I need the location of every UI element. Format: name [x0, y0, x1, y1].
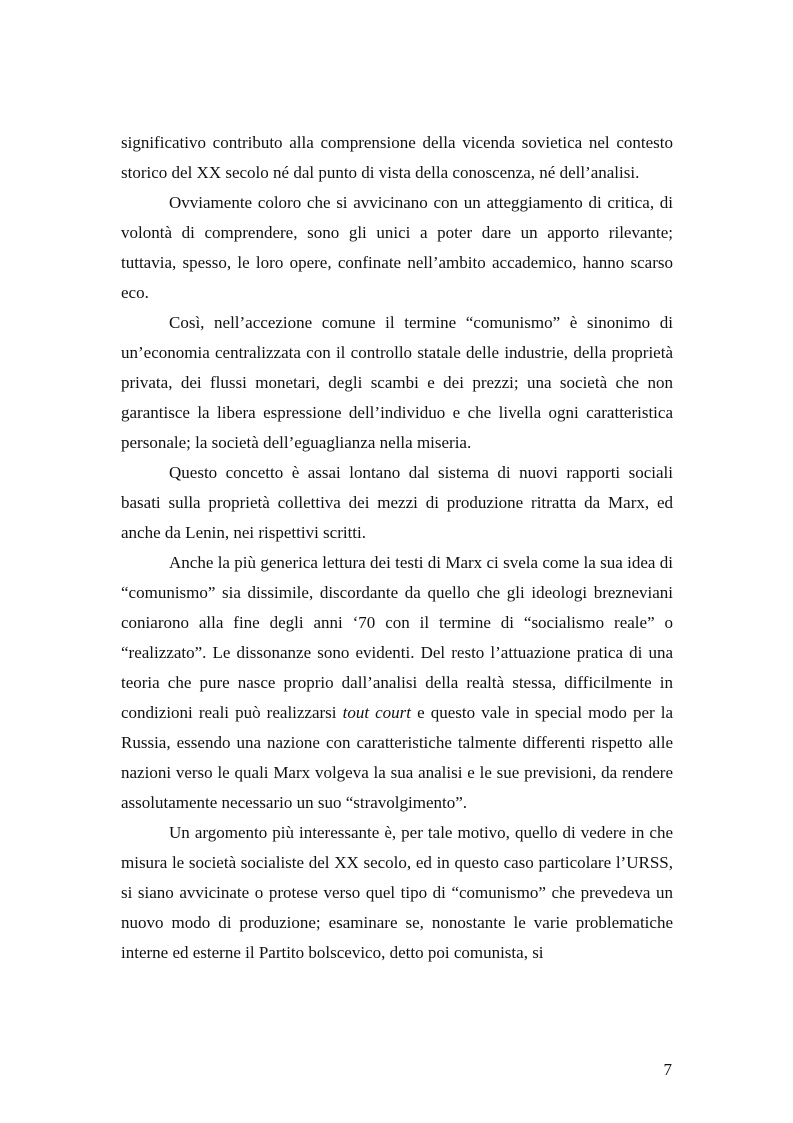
paragraph-continued: significativo contributo alla comprensione della vicenda sovietica nel contesto storico del XX secolo né dal punto di vista della conoscenza, né dell’analisi.	[121, 133, 673, 182]
paragraph-text-part: e questo vale in special modo per la Russia, essendo una nazione con caratteristiche talmente differenti rispetto alle nazioni verso le quali Marx volgeva la sua analisi e le sue previsioni, da rendere assolutamente necessario un suo “stravolgimento”.	[121, 703, 674, 812]
paragraph: Così, nell’accezione comune il termine “comunismo” è sinonimo di un’economia centralizzata con il controllo statale delle industrie, della proprietà privata, dei flussi monetari, degli scambi e dei prezzi; una società che non garantisce la libera espressione dell’individuo e che livella ogni caratteristica personale; la società dell’eguaglianza nella miseria.	[121, 313, 673, 452]
paragraph-text-part: Anche la più generica lettura dei testi di Marx ci svela come la sua idea di “comunismo” sia dissimile, discordante da quello che gli ideologi brezneviani coniarono alla fine degli anni ‘70 con il termine di “socialismo reale” o “realizzato”. Le dissonanze sono evidenti. Del resto l’attuazione pratica di una teoria che pure nasce proprio dall’analisi della realtà stessa, difficilmente in condizioni reali può realizzarsi	[121, 553, 673, 722]
paragraph: Un argomento più interessante è, per tale motivo, quello di vedere in che misura le società socialiste del XX secolo, ed in questo caso particolare l’URSS, si siano avvicinate o protese verso quel tipo di “comunismo” che prevedeva un nuovo modo di produzione; esaminare se, nonostante le varie problematiche interne ed esterne il Partito bolscevico, detto poi comunista, si	[121, 823, 673, 962]
paragraph: Questo concetto è assai lontano dal sistema di nuovi rapporti sociali basati sulla proprietà collettiva dei mezzi di produzione ritratta da Marx, ed anche da Lenin, nei rispettivi scritti.	[121, 463, 673, 542]
paragraph	[121, 548, 673, 818]
body-text	[121, 128, 673, 968]
paragraph: Ovviamente coloro che si avvicinano con un atteggiamento di critica, di volontà di comprendere, sono gli unici a poter dare un apporto rilevante; tuttavia, spesso, le loro opere, confinate nell’ambito accademico, hanno scarso eco.	[121, 193, 673, 302]
italic-phrase: tout court	[342, 703, 412, 722]
page-number: 7	[663, 1060, 672, 1079]
